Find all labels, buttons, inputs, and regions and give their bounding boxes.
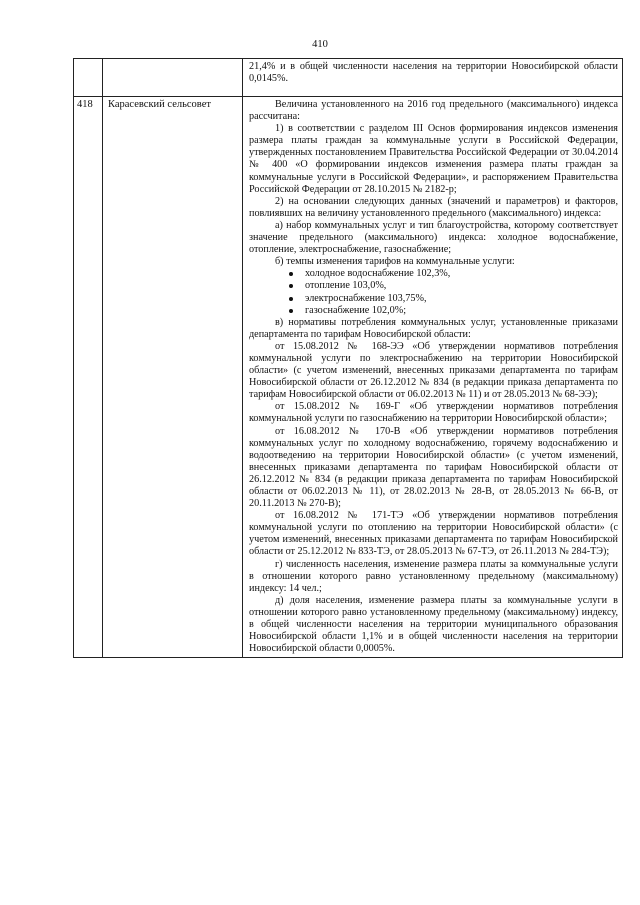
row-number-cell bbox=[74, 59, 103, 97]
municipality-name-cell bbox=[103, 59, 243, 97]
description-text bbox=[243, 97, 622, 657]
paragraph-tariff-rates: б) темпы изменения тарифов на коммунальные услуги: bbox=[275, 256, 515, 268]
list-item bbox=[287, 268, 618, 280]
paragraph-order-170: от 16.08.2012 № 170-В «Об утверждении нормативов потребления коммунальных услуг по холодному водоснабжению, горячему водоснабжению и водоотведению на территории Новосибирской области» (с учетом изменений, внесенных приказами департамента по тарифам Новосибирской области от 26.12.2012 № 834 (в редакции приказа департамента по тарифам Новосибирской области от 06.02.2013 № 11), от 28.02.2013 № 28-В, от 28.05.2013 № 66-В, от 20.11.2013 № 270-В); bbox=[249, 425, 618, 510]
municipality-name bbox=[103, 59, 242, 61]
description-cell bbox=[243, 97, 623, 658]
description-text bbox=[243, 59, 622, 87]
paragraph-population: г) численность населения, изменение размера платы за коммунальные услуги в отношении которого равно установленному предельному (максимальному) индексу: 14 чел.; bbox=[249, 558, 618, 594]
list-item bbox=[287, 293, 618, 305]
municipality-name-cell bbox=[103, 97, 243, 658]
list-item bbox=[287, 280, 618, 292]
list-item-text: отопление 103,0%, bbox=[305, 280, 387, 292]
description-cell bbox=[243, 59, 623, 97]
paragraph-population-share: д) доля населения, изменение размера платы за коммунальные услуги в отношении которого равно установленному предельному (максимальному) индексу, в общей численности населения на территории муниципального образования Новосибирской области 1,1% и в общей численности населения на территории Новосибирской области 0,0005%. bbox=[249, 594, 618, 655]
bullet-icon bbox=[289, 297, 293, 301]
bullet-icon bbox=[289, 272, 293, 276]
paragraph: 21,4% и в общей численности населения на территории Новосибирской области 0,0145%. bbox=[249, 61, 618, 85]
list-item-text: газоснабжение 102,0%; bbox=[305, 304, 407, 316]
paragraph-order-171: от 16.08.2012 № 171-ТЭ «Об утверждении нормативов потребления коммунальной услуги по отоплению на территории Новосибирской области» (с учетом изменений, внесенных приказами департамента по тарифам Новосибирской области от 25.12.2012 № 833-ТЭ, от 28.05.2013 № 67-ТЭ, от 26.11.2013 № 284-ТЭ); bbox=[249, 510, 618, 558]
municipality-name: Карасевский сельсовет bbox=[108, 99, 211, 110]
row-number: 418 bbox=[77, 99, 93, 110]
table-row bbox=[74, 59, 623, 97]
paragraph-data: 2) на основании следующих данных (значений и параметров) и факторов, повлиявших на величину установленного предельного (максимального) индекса: bbox=[249, 195, 618, 219]
paragraph-intro: Величина установленного на 2016 год предельного (максимального) индекса рассчитана: bbox=[249, 99, 618, 123]
paragraph-services-set: а) набор коммунальных услуг и тип благоустройства, которому соответствует значение предельного (максимального) индекса: холодное водоснабжение, отопление, электроснабжение, газоснабжение; bbox=[249, 219, 618, 256]
table-row bbox=[74, 97, 623, 658]
row-number-cell bbox=[74, 97, 103, 658]
list-item-text: электроснабжение 103,75%, bbox=[305, 292, 427, 304]
bullet-icon bbox=[289, 309, 293, 313]
bullet-icon bbox=[289, 284, 293, 288]
list-item bbox=[287, 305, 618, 317]
tariff-rates-list bbox=[249, 268, 618, 316]
paragraph-order-168: от 15.08.2012 № 168-ЭЭ «Об утверждении нормативов потребления коммунальной услуги по электроснабжению на территории Новосибирской области» (с учетом изменений, внесенных приказами департамента по тарифам Новосибирской области от 26.12.2012 № 834 (в редакции приказа департамента по тарифам Новосибирской области от 06.02.2013 № 11) и от 28.05.2013 № 68-ЭЭ); bbox=[249, 340, 618, 401]
document-table bbox=[73, 58, 623, 658]
paragraph-norms: в) нормативы потребления коммунальных услуг, установленные приказами департамента по тарифам Новосибирской области: bbox=[249, 316, 618, 340]
row-number bbox=[74, 59, 102, 61]
list-item-text: холодное водоснабжение 102,3%, bbox=[305, 268, 451, 280]
paragraph-basis: 1) в соответствии с разделом III Основ формирования индексов изменения размера платы граждан за коммунальные услуги в Российской Федерации, утвержденных постановлением Правительства Российской Федерации от 30.04.2014 № 400 «О формировании индексов изменения размера платы граждан за коммунальные услуги в Российской Федерации», и распоряжением Правительства Российской Федерации от 28.10.2015 № 2182-р; bbox=[249, 123, 618, 195]
page-number: 410 bbox=[312, 39, 328, 50]
paragraph-order-169: от 15.08.2012 № 169-Г «Об утверждении нормативов потребления коммунальной услуги по газоснабжению на территории Новосибирской области»; bbox=[249, 401, 618, 425]
